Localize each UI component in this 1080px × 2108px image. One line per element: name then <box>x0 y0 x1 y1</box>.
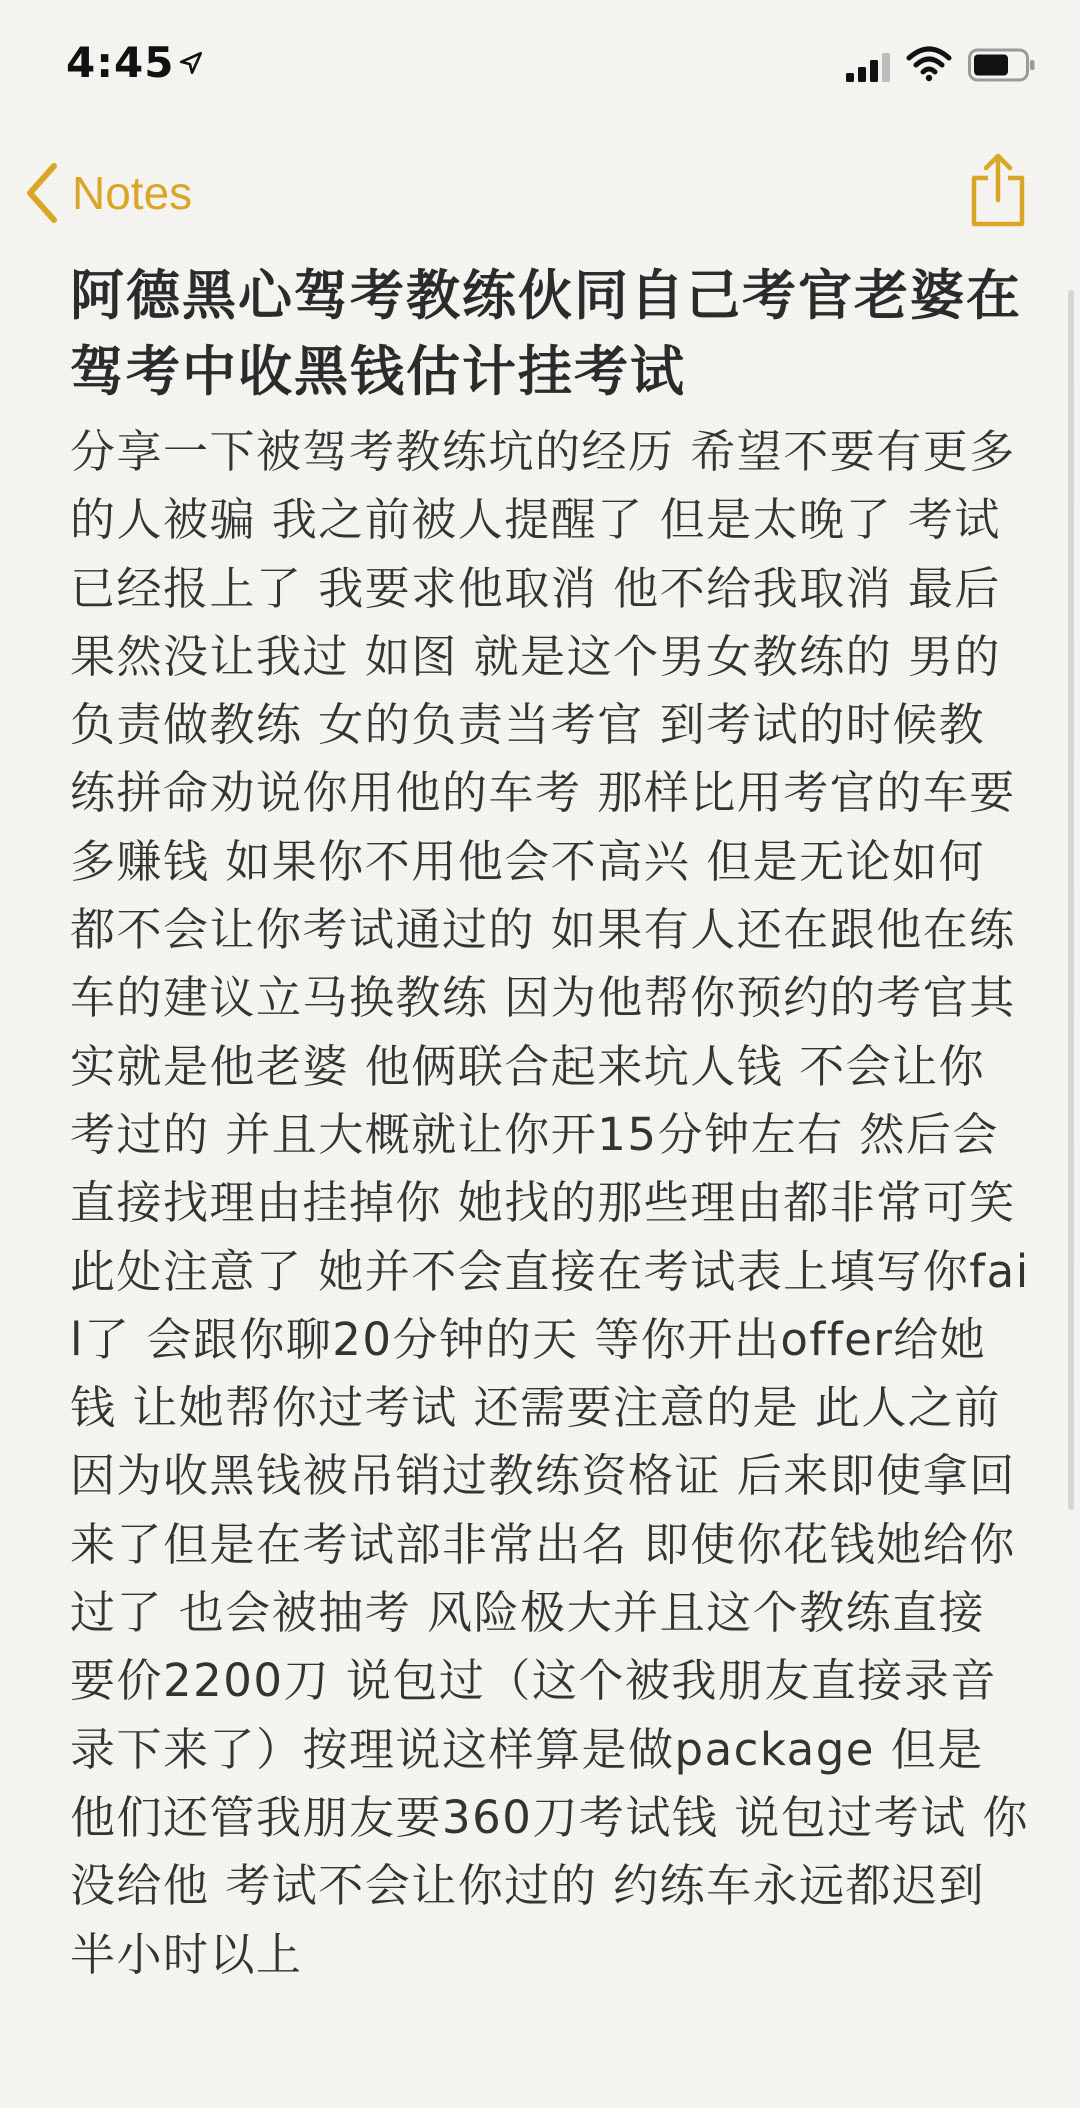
status-bar <box>0 0 1080 130</box>
note-content[interactable] <box>70 258 1030 1989</box>
scroll-indicator[interactable] <box>1068 290 1074 1510</box>
share-icon[interactable] <box>966 150 1030 230</box>
nav-bar <box>0 140 1080 240</box>
back-label: Notes <box>72 167 193 219</box>
battery-icon <box>968 48 1036 82</box>
chevron-left-icon <box>24 162 60 224</box>
cellular-signal-icon <box>846 52 892 82</box>
back-button[interactable] <box>24 158 192 228</box>
status-time: 4:45 <box>66 38 175 87</box>
wifi-icon <box>906 46 952 82</box>
location-arrow-icon <box>178 50 204 76</box>
note-body[interactable]: 分享一下被驾考教练坑的经历 希望不要有更多的人被骗 我之前被人提醒了 但是太晚了 考试已经报上了 我要求他取消 他不给我取消 最后果然没让我过 如图 就是这个男女教练的 男的负责做教练 女的负责当考官 到考试的时候教练拼命劝说你用他的车考 那样比用考官的车要多赚钱 如果你不用他会不高兴 但是无论如何都不会让你考试通过的 如果有人还在跟他在练车的建议立马换教练 因为他帮你预约的考官其实就是他老婆 他俩联合起来坑人钱 不会让你考过的 并且大概就让你开15分钟左右 然后会直接找理由挂掉你 她找的那些理由都非常可笑 此处注意了 她并不会直接在考试表上填写你fail了 会跟你聊20分钟的天 等你开出offer给她钱 让她帮你过考试 还需要注意的是 此人之前因为收黑钱被吊销过教练资格证 后来即使拿回来了但是在考试部非常出名 即使你花钱她给你过了 也会被抽考 风险极大并且这个教练直接要价2200刀 说包过（这个被我朋友直接录音录下来了）按理说这样算是做package 但是他们还管我朋友要360刀考试钱 说包过考试 你没给他 考试不会让你过的 约练车永远都迟到半小时以上 <box>70 425 1030 1981</box>
note-title[interactable]: 阿德黑心驾考教练伙同自己考官老婆在驾考中收黑钱估计挂考试 <box>70 264 1022 403</box>
